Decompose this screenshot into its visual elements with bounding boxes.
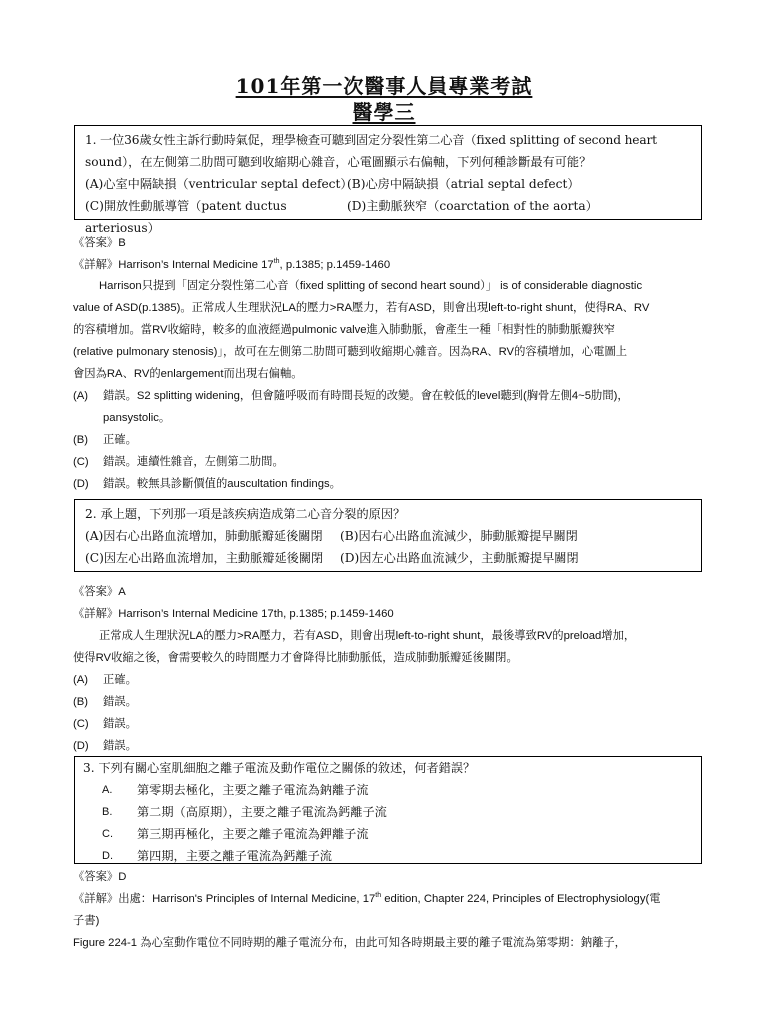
explain-1-a: (A) 錯誤。S2 splitting widening，但會隨呼吸而有時間長短的改變。會在較低的level聽到(胸骨左側4~5肋間)， (73, 390, 629, 402)
question-2-option-b: (B)因右心出路血流減少，肺動脈瓣提早關閉 (340, 529, 578, 543)
question-1-option-c: (C)開放性動脈導管（patent ductus arteriosus） (85, 199, 287, 235)
answer-3: 《答案》D (73, 871, 127, 883)
question-2-option-d: (D)因左心出路血流減少，主動脈瓣提早關閉 (340, 551, 579, 565)
question-1-stem-line1: 1. 一位36歲女性主訴行動時氣促，理學檢查可聽到固定分裂性第二心音（fixed splitting of second heart (85, 133, 657, 147)
question-3-stem: 3. 下列有關心室肌細胞之離子電流及動作電位之關係的敘述，何者錯誤？ (83, 761, 476, 775)
detail-2-line2: 使得RV收縮之後，會需要較久的時間壓力才會降得比肺動脈低，造成肺動脈瓣延後關閉。 (73, 652, 518, 664)
exam-subject: 醫學三 (352, 100, 416, 124)
question-1-box (74, 125, 702, 235)
question-3-option-c: C. 第三期再極化，主要之離子電流為鉀離子流 (102, 827, 369, 841)
exam-title: 101年第一次醫事人員專業考試 (235, 74, 533, 98)
question-1-option-b: (B)心房中隔缺損（atrial septal defect） (347, 177, 580, 191)
question-1-options-cd (85, 195, 691, 239)
explain-1-a-cont: pansystolic。 (103, 412, 171, 424)
detail-3-source: 《詳解》出處：Harrison's Principles of Internal Medicine, 17th edition, Chapter 224, Principles of Electrophysiology(電 (73, 892, 661, 905)
question-2-stem: 2. 承上題，下列那一項是該疾病造成第二心音分裂的原因？ (85, 507, 406, 521)
question-2-options-cd (85, 547, 691, 569)
explain-2-d: (D) 錯誤。 (73, 740, 137, 752)
explain-1-c: (C) 錯誤。連續性雜音，左側第二肋間。 (73, 456, 284, 468)
detail-1-line1: Harrison只提到「固定分裂性第二心音（fixed splitting of second heart sound）」 is of considerable diagnostic (99, 280, 643, 292)
detail-3-line2: 子書) (73, 915, 100, 927)
question-3-option-b: B. 第二期（高原期），主要之離子電流為鈣離子流 (102, 805, 387, 819)
question-3-option-d: D. 第四期，主要之離子電流為鈣離子流 (102, 849, 332, 863)
explain-1-b: (B) 正確。 (73, 434, 137, 446)
question-1-option-d: (D)主動脈狹窄（coarctation of the aorta） (347, 199, 598, 213)
detail-2-line1: 正常成人生理狀況LA的壓力>RA壓力，若有ASD，則會出現left-to-right shunt，最後導致RV的preload增加， (99, 630, 636, 642)
question-3-option-a: A. 第零期去極化，主要之離子電流為鈉離子流 (102, 783, 369, 797)
question-2-option-c: (C)因左心出路血流增加，主動脈瓣延後關閉 (85, 551, 324, 565)
question-1-option-a: (A)心室中隔缺損（ventricular septal defect） (85, 177, 353, 191)
explain-2-a: (A) 正確。 (73, 674, 137, 686)
detail-2-source: 《詳解》Harrison’s Internal Medicine 17th, p.1385; p.1459-1460 (73, 608, 394, 620)
question-2-options-ab (85, 525, 691, 547)
question-2-box (74, 499, 702, 572)
detail-1-line3: 的容積增加。當RV收縮時，較多的血液經過pulmonic valve進入肺動脈，會產生一種「相對性的肺動脈瓣狹窄 (73, 324, 616, 336)
figure-caption-line: Figure 224-1 為心室動作電位不同時期的離子電流分布，由此可知各時期最主要的離子電流為第零期：鈉離子， (73, 937, 626, 949)
detail-1-line5: 會因為RA、RV的enlargement而出現右偏軸。 (73, 368, 303, 380)
explain-2-c: (C) 錯誤。 (73, 718, 137, 730)
detail-1-line2: value of ASD(p.1385)。正常成人生理狀況LA的壓力>RA壓力，若有ASD，則會出現left-to-right shunt，使得RA、RV (73, 302, 650, 314)
detail-1-line4: (relative pulmonary stenosis)」，故可在左側第二肋間可聽到收縮期心雜音。因為RA、RV的容積增加，心電圖上 (73, 346, 628, 358)
question-1-options-ab (85, 173, 691, 195)
detail-1-source: 《詳解》Harrison’s Internal Medicine 17th, p.1385; p.1459-1460 (73, 258, 391, 271)
question-2-option-a: (A)因右心出路血流增加，肺動脈瓣延後關閉 (85, 529, 323, 543)
question-1-stem-line2: sound），在左側第二肋間可聽到收縮期心雜音，心電圖顯示右偏軸，下列何種診斷最有可能？ (85, 155, 592, 169)
answer-2: 《答案》A (73, 586, 126, 598)
answer-1: 《答案》B (73, 237, 126, 249)
question-3-box (74, 756, 702, 864)
explain-1-d: (D) 錯誤。較無具診斷價值的auscultation findings。 (73, 478, 341, 490)
explain-2-b: (B) 錯誤。 (73, 696, 137, 708)
